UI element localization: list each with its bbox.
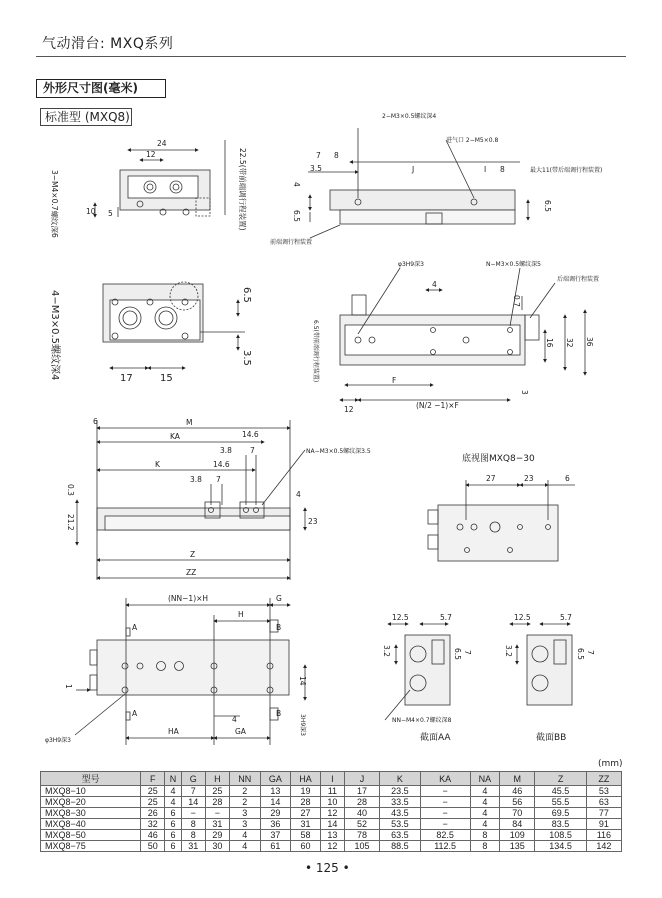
dim-n-f: (N/2 −1)×F [416, 401, 459, 410]
plan-view-drawing [340, 268, 585, 400]
table-cell: 8 [470, 830, 500, 841]
table-cell: 2 [229, 797, 260, 808]
note-pin-hole-bottom: φ3H9深3 [45, 737, 71, 744]
dim-KA: KA [170, 432, 180, 441]
note-front-adjust: 22.5(带前端调行程装置) [238, 148, 247, 231]
table-cell: 6 [165, 841, 181, 852]
note-pin-hole-vertical: 3H9深3 [299, 714, 306, 736]
table-row [41, 797, 622, 808]
side-view-top-drawing [308, 128, 528, 238]
dim-12-5-AA: 12.5 [392, 613, 409, 622]
table-cell: 4 [165, 786, 181, 797]
dim-14-6-a: 14.6 [242, 430, 259, 439]
table-cell: 17 [344, 786, 379, 797]
table-cell: 56 [500, 797, 535, 808]
units-label: (mm) [598, 759, 623, 769]
table-cell: 84 [500, 819, 535, 830]
label-B-top: B [276, 623, 282, 632]
table-header-cell: H [205, 772, 229, 786]
table-header-cell: F [141, 772, 165, 786]
table-cell: 28 [344, 797, 379, 808]
bottom-view-drawing [428, 480, 575, 561]
dim-0-3: 0.3 [66, 484, 75, 496]
end-view-drawing [95, 140, 225, 217]
table-cell: 60 [291, 841, 321, 852]
bottom-plan-drawing [75, 598, 305, 745]
dim-6-5-AA: 6.5 [453, 648, 462, 660]
dim-5: 5 [108, 209, 113, 218]
table-cell: 135 [500, 841, 535, 852]
table-cell: 4 [470, 797, 500, 808]
dim-4-side: 4 [296, 490, 301, 499]
table-row [41, 786, 622, 797]
dim-15: 15 [160, 373, 173, 384]
table-cell: − [420, 808, 470, 819]
table-cell: 4 [470, 819, 500, 830]
table-row [41, 841, 622, 852]
table-cell: 55.5 [535, 797, 587, 808]
table-cell: 4 [470, 786, 500, 797]
dim-23-bottom: 23 [524, 474, 534, 483]
table-cell: 6 [165, 830, 181, 841]
table-cell: 29 [205, 830, 229, 841]
dim-F: F [392, 376, 397, 385]
table-cell: 8 [470, 841, 500, 852]
dim-6-5-BB: 6.5 [576, 648, 585, 660]
dim-14: 14 [298, 676, 307, 686]
dim-6-side: 6 [93, 417, 98, 426]
table-header-cell: GA [260, 772, 291, 786]
dim-16: 16 [545, 338, 554, 348]
table-cell: 45.5 [535, 786, 587, 797]
dim-24: 24 [157, 139, 167, 148]
table-row [41, 808, 622, 819]
dim-1: 1 [64, 684, 73, 689]
note-front-adjust-device: 前端调行程装置 [270, 239, 313, 246]
table-cell: 14 [181, 797, 205, 808]
table-cell: 12 [320, 841, 344, 852]
table-cell: 4 [229, 830, 260, 841]
section-views-drawing [385, 624, 572, 720]
dim-14-6-b: 14.6 [213, 460, 230, 469]
table-cell: 43.5 [380, 808, 421, 819]
table-header-cell: N [165, 772, 181, 786]
table-cell: 88.5 [380, 841, 421, 852]
dim-10: 10 [86, 207, 96, 216]
table-cell: 78 [344, 830, 379, 841]
dim-5-7-BB: 5.7 [560, 613, 572, 622]
table-cell: 77 [586, 808, 621, 819]
dim-3-5: 3.5 [241, 350, 252, 366]
dim-21-2: 21.2 [66, 514, 75, 531]
note-max11: 最大11(带后端调行程装置) [530, 167, 603, 174]
table-cell: 46 [141, 830, 165, 841]
table-cell: 26 [141, 808, 165, 819]
table-cell: 8 [181, 830, 205, 841]
dim-17: 17 [120, 373, 133, 384]
table-cell: MXQ8−40 [41, 819, 141, 830]
dim-5-7-AA: 5.7 [440, 613, 452, 622]
dim-H: H [238, 610, 244, 619]
table-cell: MXQ8−30 [41, 808, 141, 819]
dim-3-plan: 3 [520, 390, 529, 395]
note-side-adjust: 6.5(带前端调行程装置) [312, 320, 319, 383]
dim-27: 27 [486, 474, 496, 483]
table-cell: 61 [260, 841, 291, 852]
table-cell: − [181, 808, 205, 819]
table-cell: 4 [470, 808, 500, 819]
dim-6-bottom: 6 [565, 474, 570, 483]
note-rear-adjust: 后端调行程装置 [557, 276, 600, 283]
dim-7-b: 7 [216, 475, 221, 484]
dim-J: J [412, 165, 415, 174]
note-air-port: 进气口 2−M5×0.8 [446, 137, 499, 144]
table-cell: 31 [291, 819, 321, 830]
subsection-heading: 标准型 (MXQ8) [40, 108, 132, 126]
caption-section-AA: 截面AA [420, 733, 451, 743]
table-cell: 46 [500, 786, 535, 797]
table-header-cell: Z [535, 772, 587, 786]
table-cell: MXQ8−50 [41, 830, 141, 841]
table-cell: 23.5 [380, 786, 421, 797]
dim-12-5-BB: 12.5 [514, 613, 531, 622]
dim-6-5-top-left: 6.5 [292, 210, 301, 222]
table-cell: 10 [320, 797, 344, 808]
table-cell: 7 [181, 786, 205, 797]
table-cell: 116 [586, 830, 621, 841]
table-cell: 53 [586, 786, 621, 797]
bottom-view-title: 底视图MXQ8−30 [462, 454, 535, 464]
dim-4-bottom: 4 [232, 715, 237, 724]
dim-12-plan: 12 [344, 405, 354, 414]
table-cell: − [420, 797, 470, 808]
table-row [41, 830, 622, 841]
table-row [41, 819, 622, 830]
table-cell: 3 [229, 808, 260, 819]
table-cell: 27 [291, 808, 321, 819]
table-cell: 69.5 [535, 808, 587, 819]
dim-HA: HA [168, 727, 179, 736]
dim-7-AA: 7 [463, 650, 472, 655]
note-m3-thread: 4−M3×0.5螺纹深4 [49, 290, 60, 381]
table-cell: 25 [141, 797, 165, 808]
table-cell: 58 [291, 830, 321, 841]
table-cell: − [205, 808, 229, 819]
note-screw-top: 2−M3×0.5螺纹深4 [382, 113, 437, 120]
label-A-top: A [132, 623, 138, 632]
table-cell: 33.5 [380, 797, 421, 808]
dim-GA: GA [235, 727, 246, 736]
table-header-cell: M [500, 772, 535, 786]
page-title: 气动滑台: MXQ系列 [42, 36, 174, 52]
dim-ZZ: ZZ [186, 568, 197, 577]
dim-12: 12 [146, 150, 156, 159]
note-nn-m4-thread: NN−M4×0.7螺纹深8 [392, 717, 452, 724]
table-cell: 70 [500, 808, 535, 819]
dim-7: 7 [316, 151, 321, 160]
table-cell: MXQ8−10 [41, 786, 141, 797]
table-cell: 25 [141, 786, 165, 797]
dim-32: 32 [565, 338, 574, 348]
table-header-cell: NA [470, 772, 500, 786]
dimension-table [40, 771, 622, 852]
dim-8-right: 8 [500, 165, 505, 174]
table-body [41, 786, 622, 852]
dim-I: I [484, 165, 487, 174]
caption-section-BB: 截面BB [536, 733, 567, 743]
table-cell: 19 [291, 786, 321, 797]
dim-K: K [155, 460, 160, 469]
dim-7-a: 7 [250, 446, 255, 455]
table-cell: 53.5 [380, 819, 421, 830]
table-cell: 63.5 [380, 830, 421, 841]
dim-6-5: 6.5 [241, 287, 252, 303]
table-header-row [41, 772, 622, 786]
table-cell: 134.5 [535, 841, 587, 852]
label-B-bottom: B [276, 709, 282, 718]
table-cell: 4 [229, 841, 260, 852]
table-cell: 13 [260, 786, 291, 797]
dim-4-top: 4 [292, 182, 301, 187]
table-header-cell: NN [229, 772, 260, 786]
table-cell: 63 [586, 797, 621, 808]
table-header-cell: HA [291, 772, 321, 786]
section-heading: 外形尺寸图(毫米) [36, 79, 166, 98]
table-cell: 3 [229, 819, 260, 830]
note-m4-thread: 3−M4×0.7螺纹深6 [50, 170, 59, 238]
dim-3-8-a: 3.8 [220, 446, 232, 455]
table-cell: 30 [205, 841, 229, 852]
table-cell: 25 [205, 786, 229, 797]
dim-nn-h: (NN−1)×H [168, 594, 209, 603]
table-header-cell: K [380, 772, 421, 786]
table-cell: 50 [141, 841, 165, 852]
dim-36: 36 [585, 337, 594, 347]
table-header-cell: I [320, 772, 344, 786]
dim-3-2-BB: 3.2 [504, 645, 513, 657]
dim-8: 8 [334, 151, 339, 160]
table-cell: 4 [165, 797, 181, 808]
table-cell: 6 [165, 808, 181, 819]
table-cell: 105 [344, 841, 379, 852]
table-cell: 13 [320, 830, 344, 841]
table-header-cell: ZZ [586, 772, 621, 786]
table-cell: 37 [260, 830, 291, 841]
dim-G: G [276, 594, 282, 603]
table-cell: 11 [320, 786, 344, 797]
table-cell: 109 [500, 830, 535, 841]
dim-6-5-top-right: 6.5 [543, 200, 552, 212]
dim-7-BB: 7 [586, 650, 595, 655]
front-view-drawing [103, 282, 245, 368]
table-cell: MXQ8−20 [41, 797, 141, 808]
table-cell: 108.5 [535, 830, 587, 841]
table-cell: 14 [260, 797, 291, 808]
table-cell: 31 [181, 841, 205, 852]
table-cell: 36 [260, 819, 291, 830]
table-cell: 2 [229, 786, 260, 797]
table-header-cell: J [344, 772, 379, 786]
table-cell: MXQ8−75 [41, 841, 141, 852]
dim-3-8-b: 3.8 [190, 475, 202, 484]
dim-4-plan: 4 [432, 280, 437, 289]
table-cell: 14 [320, 819, 344, 830]
table-cell: 83.5 [535, 819, 587, 830]
dim-23-side: 23 [308, 517, 318, 526]
table-cell: 31 [205, 819, 229, 830]
table-cell: 52 [344, 819, 379, 830]
table-cell: 28 [205, 797, 229, 808]
table-header-cell: KA [420, 772, 470, 786]
table-cell: 6 [165, 819, 181, 830]
table-cell: − [420, 819, 470, 830]
dim-3-5-top: 3.5 [310, 164, 322, 173]
table-cell: 12 [320, 808, 344, 819]
page-number: • 125 • [305, 861, 350, 875]
table-cell: 91 [586, 819, 621, 830]
dim-Z: Z [190, 550, 196, 559]
table-cell: 40 [344, 808, 379, 819]
table-cell: − [420, 786, 470, 797]
note-pin-hole: φ3H9深3 [398, 261, 424, 268]
note-tapped-holes: N−M3×0.5螺纹深5 [486, 261, 541, 268]
table-header-cell: G [181, 772, 205, 786]
dim-M: M [186, 418, 193, 427]
note-na-thread: NA−M3×0.5螺纹深3.5 [306, 448, 371, 455]
dim-3-2-AA: 3.2 [382, 645, 391, 657]
table-cell: 82.5 [420, 830, 470, 841]
table-cell: 28 [291, 797, 321, 808]
table-cell: 142 [586, 841, 621, 852]
table-header-cell: 型号 [41, 772, 141, 786]
dim-0-7: 0.7 [512, 295, 521, 307]
label-A-bottom: A [132, 709, 138, 718]
table-cell: 29 [260, 808, 291, 819]
table-cell: 112.5 [420, 841, 470, 852]
table-cell: 8 [181, 819, 205, 830]
table-cell: 32 [141, 819, 165, 830]
